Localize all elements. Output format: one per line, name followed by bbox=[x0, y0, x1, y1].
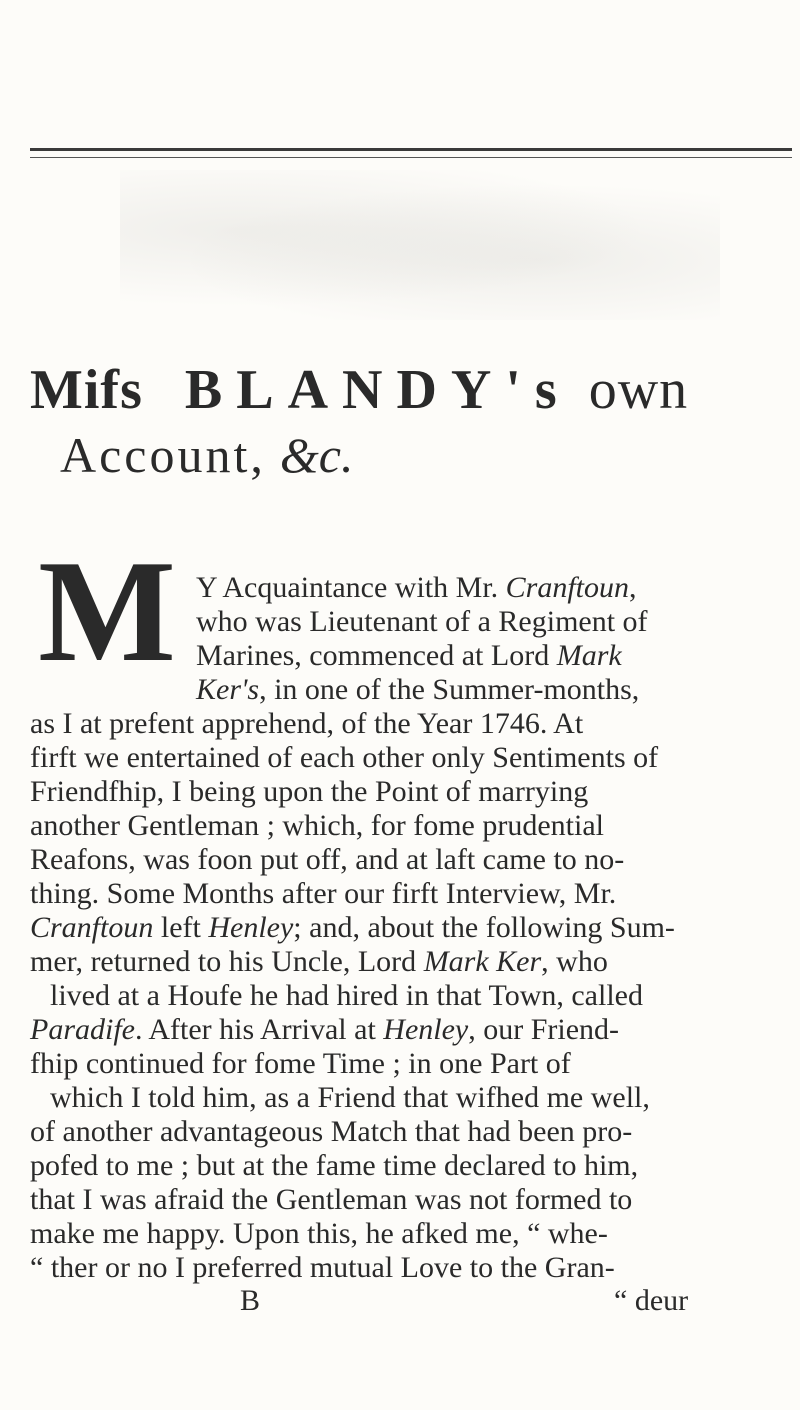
text-line-17: of another advantageous Match that had been pro- bbox=[30, 1115, 633, 1148]
title-line-2 bbox=[60, 425, 800, 485]
title-word-own: own bbox=[588, 359, 689, 421]
text-line-19: that I was afraid the Gentleman was not formed to bbox=[30, 1183, 633, 1216]
text-line-20: make me happy. Upon this, he afked me, “ whe- bbox=[30, 1217, 608, 1250]
text-line-4: Ker's, in one of the Summer-months, bbox=[196, 673, 640, 706]
text-line-3: Marines, commenced at Lord Mark bbox=[196, 639, 622, 672]
drop-cap: M bbox=[38, 556, 176, 666]
title-word-account: Account, bbox=[60, 427, 266, 483]
catchword: “ deur bbox=[614, 1284, 689, 1317]
text-line-15: fhip continued for fome Time ; in one Part of bbox=[30, 1047, 571, 1080]
text-line-6: firft we entertained of each other only Sentiments of bbox=[30, 741, 659, 774]
title-etc: &c. bbox=[279, 427, 354, 483]
text-line-14: Paradife. After his Arrival at Henley, our Friend- bbox=[30, 1013, 620, 1046]
title-word-mifs: Mifs bbox=[30, 359, 143, 421]
text-line-16: which I told him, as a Friend that wifhed me well, bbox=[50, 1081, 650, 1114]
text-line-12: mer, returned to his Uncle, Lord Mark Ker, who bbox=[30, 945, 608, 978]
title-line-1 bbox=[30, 358, 790, 422]
text-line-13: lived at a Houfe he had hired in that Town, called bbox=[50, 979, 643, 1012]
text-line-21: “ ther or no I preferred mutual Love to the Gran- bbox=[30, 1251, 615, 1284]
header-rule bbox=[30, 148, 792, 158]
text-line-8: another Gentleman ; which, for fome prudential bbox=[30, 809, 604, 842]
signature-mark: B bbox=[240, 1284, 261, 1317]
show-through-smudge bbox=[120, 170, 720, 320]
text-line-11: Cranftoun left Henley; and, about the following Sum- bbox=[30, 911, 675, 944]
text-line-10: thing. Some Months after our firft Interview, Mr. bbox=[30, 877, 617, 910]
text-line-9: Reafons, was foon put off, and at laft came to no- bbox=[30, 843, 625, 876]
text-line-7: Friendfhip, I being upon the Point of marrying bbox=[30, 775, 589, 808]
text-line-18: pofed to me ; but at the fame time declared to him, bbox=[30, 1149, 639, 1182]
text-line-5: as I at prefent apprehend, of the Year 1746. At bbox=[30, 707, 584, 740]
text-line-2: who was Lieutenant of a Regiment of bbox=[196, 605, 648, 638]
text-line-1: Y Acquaintance with Mr. Cranftoun, bbox=[196, 571, 637, 604]
title-word-blandys: BLANDY's bbox=[184, 359, 571, 421]
